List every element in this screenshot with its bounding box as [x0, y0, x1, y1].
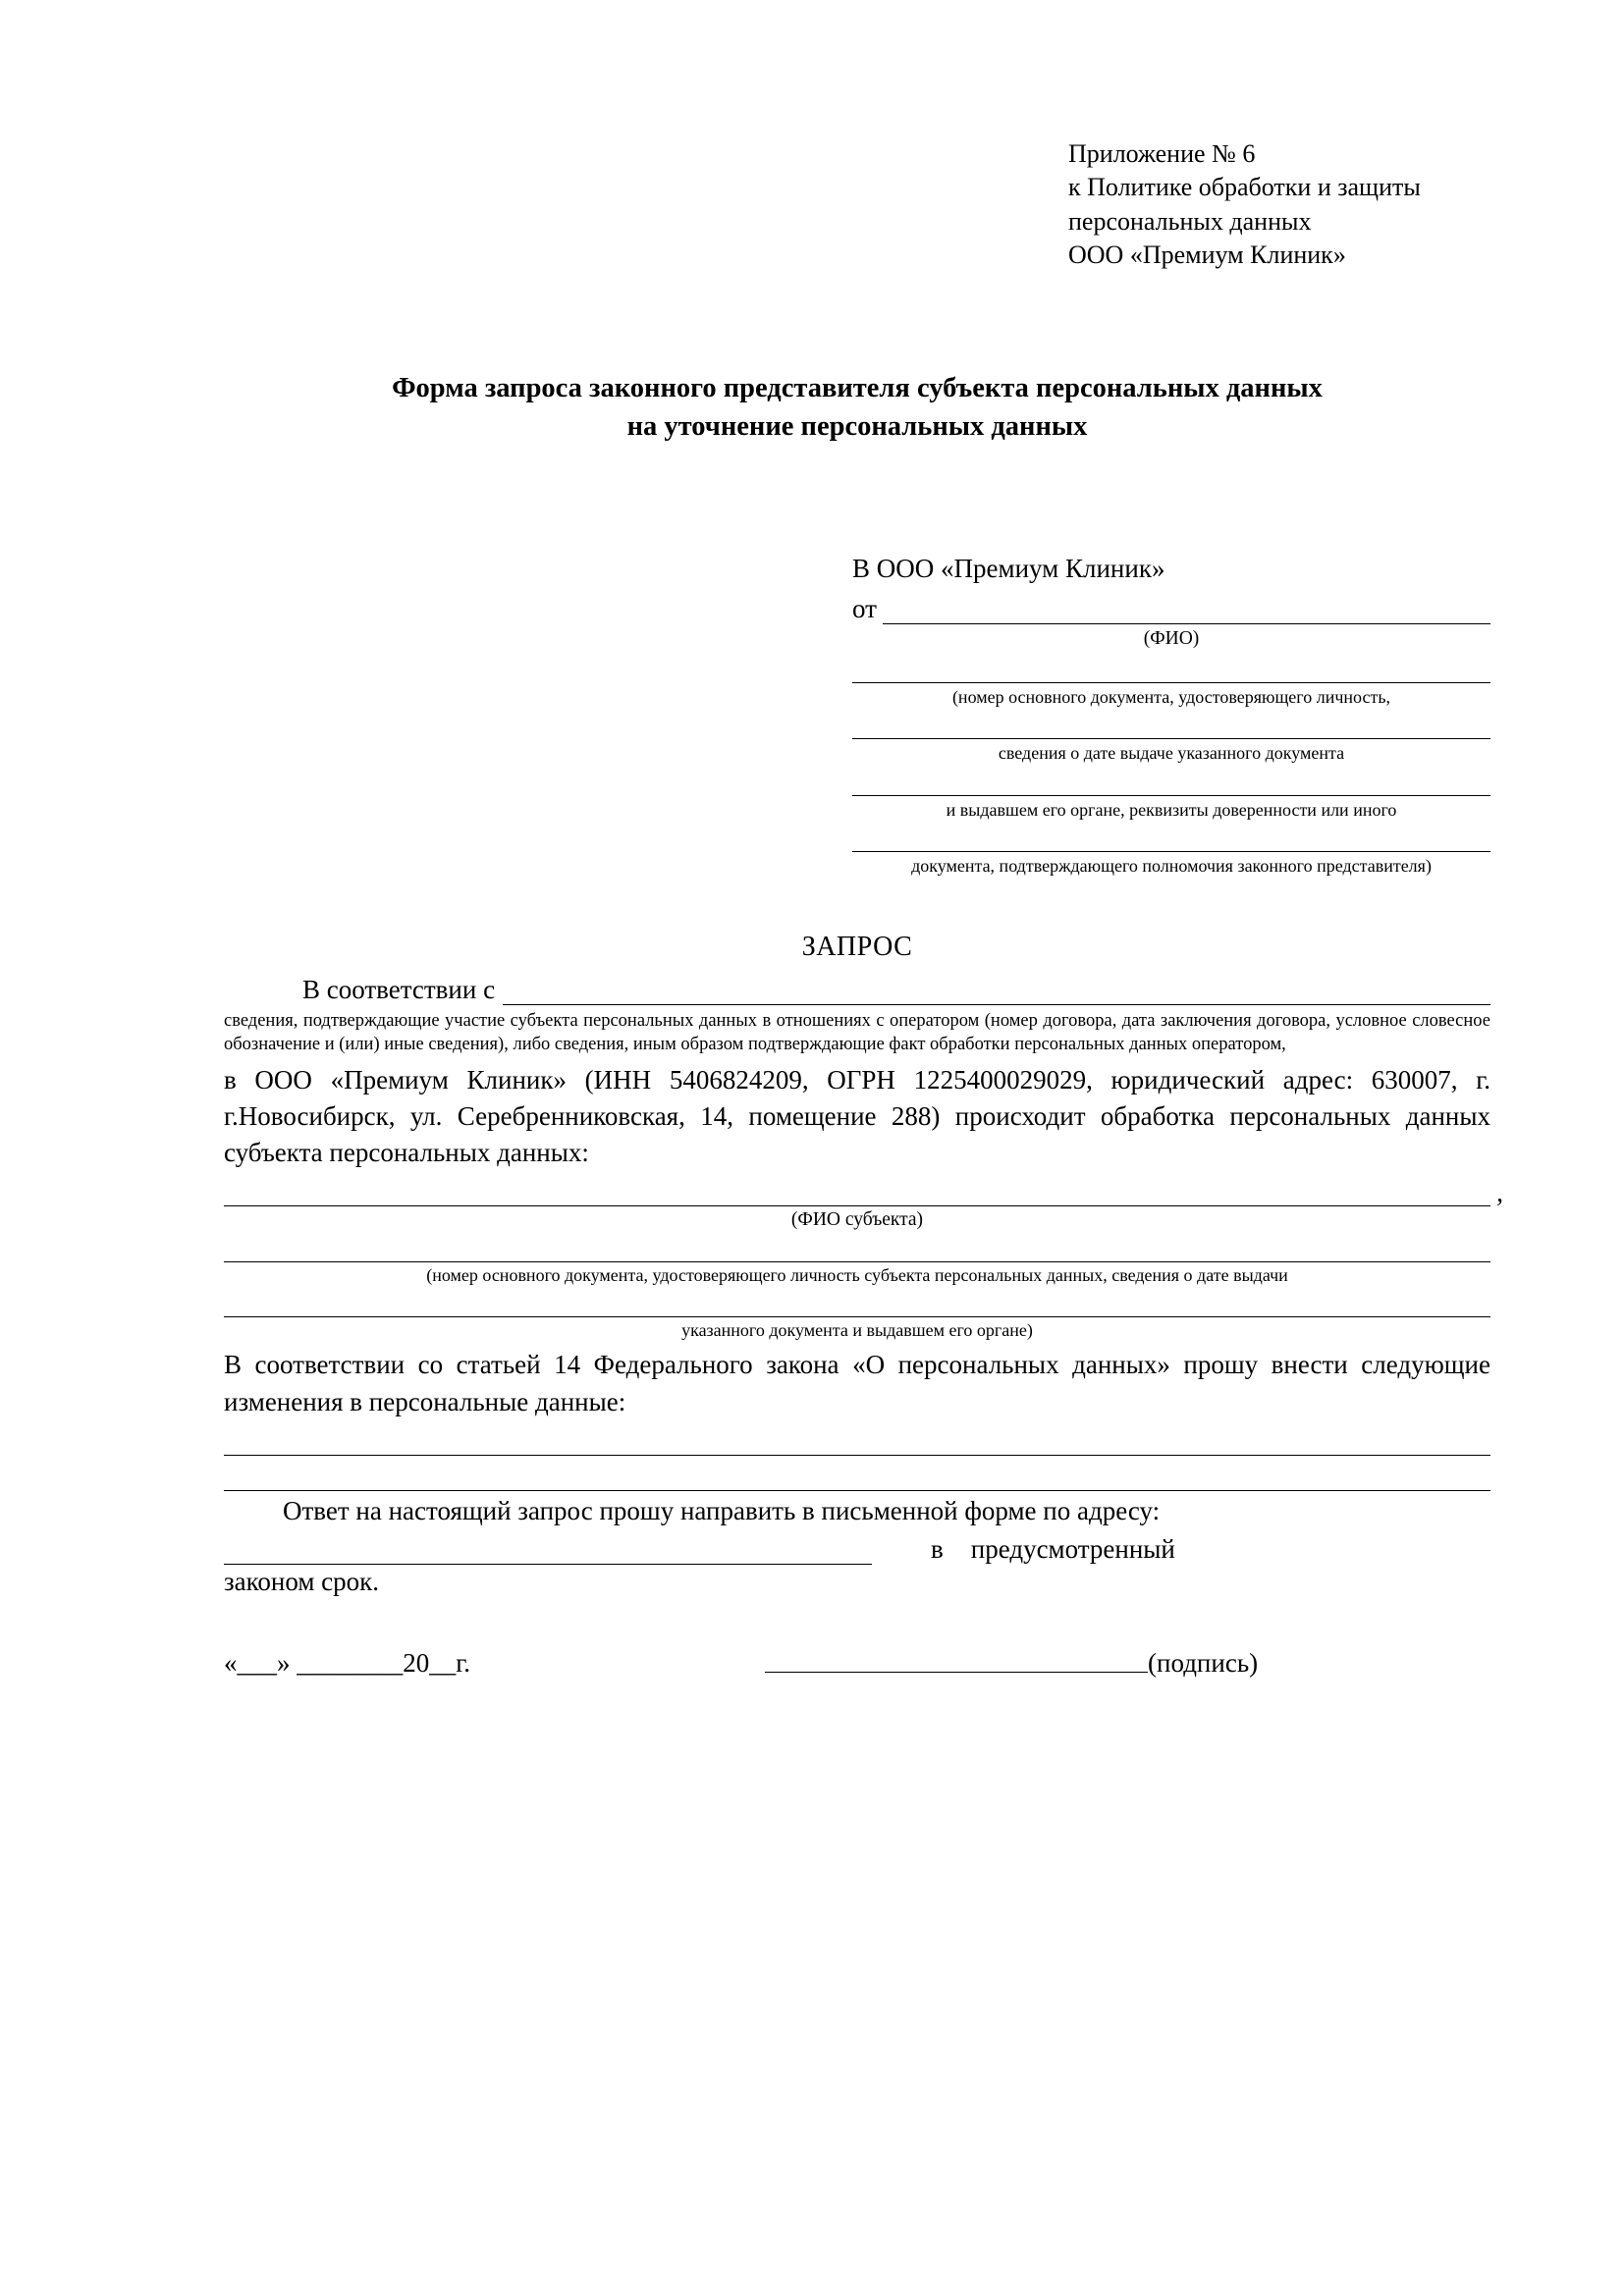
- from-label: от: [852, 594, 877, 624]
- caption-doc-organ: и выдавшем его органе, реквизиты доверенности или иного: [946, 799, 1397, 820]
- doc-organ-fill-line[interactable]: [852, 794, 1490, 796]
- answer-address-row: [224, 1534, 1490, 1565]
- signature-fill-line[interactable]: [765, 1671, 1148, 1673]
- doc-date-fill-line[interactable]: [852, 737, 1490, 739]
- signature-row: [224, 1648, 1490, 1679]
- caption-fio: (ФИО): [1143, 628, 1200, 650]
- addressee-organization: В ООО «Премиум Клиник»: [852, 554, 1165, 584]
- caption-subject-fio: (ФИО субъекта): [790, 1209, 924, 1231]
- caption-doc-date: сведения о дате выдаче указанного документа: [998, 743, 1345, 764]
- addressee-block: [852, 554, 1490, 877]
- caption-doc-power: документа, подтверждающего полномочия законного представителя): [911, 856, 1432, 877]
- appendix-line-4: ООО «Премиум Клиник»: [1068, 240, 1346, 269]
- page-title-line-1: Форма запроса законного представителя субъекта персональных данных: [392, 373, 1323, 404]
- document-body: [224, 0, 1503, 1679]
- appendix-line-3: персональных данных: [1068, 206, 1312, 236]
- doc-number-fill-line[interactable]: [852, 681, 1490, 683]
- accordance-fill-line[interactable]: [503, 1003, 1490, 1005]
- comma-glyph: ,: [1496, 1178, 1503, 1208]
- appendix-line-2: к Политике обработки и защиты: [1068, 173, 1421, 202]
- page-title: [224, 370, 1490, 446]
- from-fill-line[interactable]: [883, 622, 1490, 624]
- fineprint-note: сведения, подтверждающие участие субъекта персональных данных в отношениях с оператором (номер договора, дата заключения договора, условное словесное обозначение и (или) иные сведения), либо сведения, иным образом подтверждающие факт обработки персональных данных оператором,: [224, 1010, 1490, 1054]
- law-paragraph: В соответствии со статьей 14 Федерального закона «О персональных данных» прошу внести следующие изменения в персональные данные:: [224, 1350, 1490, 1416]
- page-title-line-2: на уточнение персональных данных: [626, 410, 1088, 442]
- answer-word-v: в: [931, 1533, 944, 1564]
- changes-fill-line-2[interactable]: [224, 1489, 1490, 1491]
- operator-paragraph: в ООО «Премиум Клиник» (ИНН 5406824209, ОГРН 1225400029029, юридический адрес: 630007, г. г.Новосибирск, ул. Серебренниковская, 14, помещение 288) происходит обработка персональных данных субъекта персональных данных:: [224, 1064, 1490, 1168]
- appendix-header: [1068, 137, 1490, 272]
- caption-subject-doc-1: (номер основного документа, удостоверяющего личность субъекта персональных данных, сведения о дате выдачи: [426, 1265, 1288, 1286]
- changes-fill-line-1[interactable]: [224, 1454, 1490, 1456]
- date-field[interactable]: «___» ________20__г.: [224, 1647, 471, 1678]
- subject-doc-fill-line-2[interactable]: [224, 1315, 1490, 1317]
- answer-word-predusmotrennyy: предусмотренный: [970, 1533, 1175, 1564]
- signature-caption: (подпись): [1148, 1647, 1259, 1678]
- answer-word-srok: законом срок.: [224, 1566, 380, 1596]
- accordance-row: [224, 975, 1490, 1005]
- appendix-line-1: Приложение № 6: [1068, 139, 1256, 168]
- accordance-label: В соответствии с: [302, 974, 496, 1004]
- caption-subject-doc-2: указанного документа и выдавшем его органе): [681, 1320, 1033, 1341]
- answer-paragraph: Ответ на настоящий запрос прошу направить в письменной форме по адресу:: [283, 1495, 1161, 1525]
- answer-address-fill-line[interactable]: [224, 1563, 872, 1565]
- addressee-from-row: [852, 594, 1490, 624]
- caption-doc-number: (номер основного документа, удостоверяющего личность,: [951, 686, 1391, 707]
- subject-doc-fill-line-1[interactable]: [224, 1260, 1490, 1262]
- doc-power-fill-line[interactable]: [852, 850, 1490, 852]
- request-heading: ЗАПРОС: [801, 931, 913, 962]
- subject-fio-fill-line[interactable]: [224, 1178, 1503, 1208]
